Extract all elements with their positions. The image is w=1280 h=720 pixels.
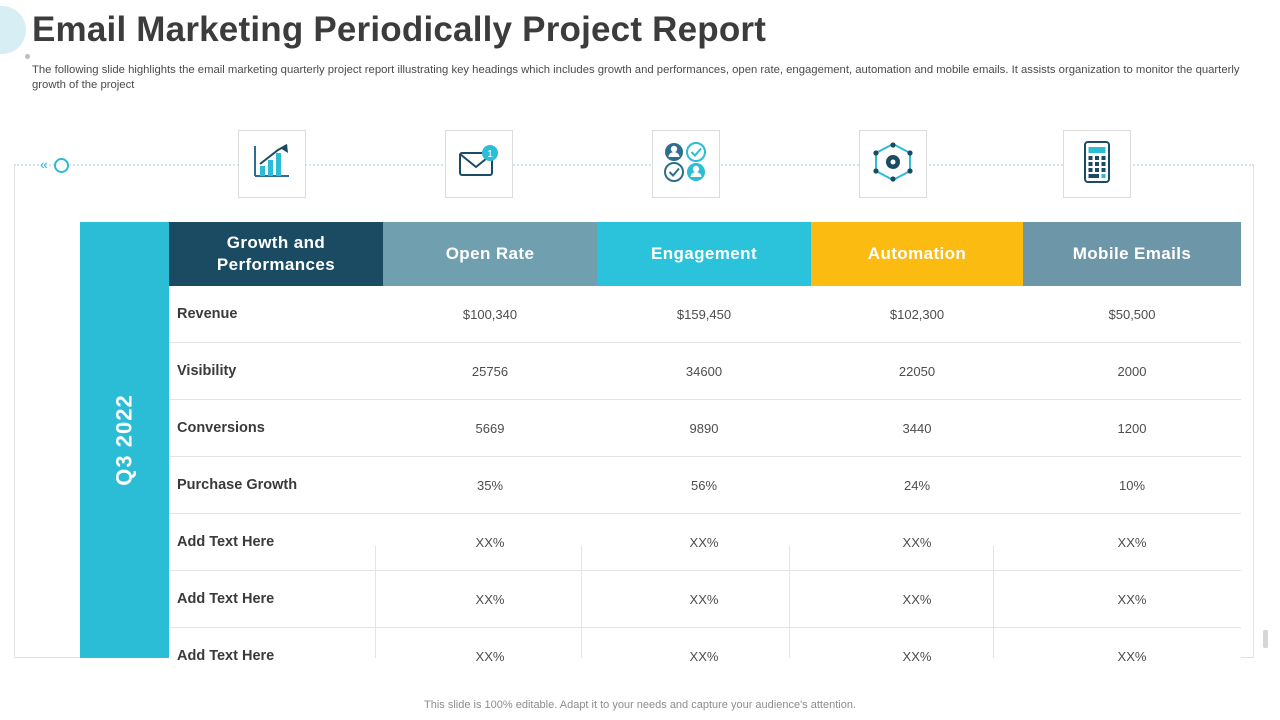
row-label: Add Text Here	[169, 571, 383, 628]
cell-open-rate: 35%	[383, 457, 597, 514]
row-label: Add Text Here	[169, 514, 383, 571]
cell-automation: XX%	[811, 628, 1023, 685]
table-row	[169, 286, 1241, 343]
report-table	[169, 222, 1241, 684]
table-row	[169, 400, 1241, 457]
cell-automation: 3440	[811, 400, 1023, 457]
quarter-label-bar	[80, 222, 169, 658]
column-separator	[581, 546, 582, 658]
cell-automation: XX%	[811, 571, 1023, 628]
cell-mobile-emails: $50,500	[1023, 286, 1241, 343]
quarter-label: Q3 2022	[111, 394, 137, 486]
table-row	[169, 457, 1241, 514]
cell-open-rate: XX%	[383, 628, 597, 685]
cell-engagement: XX%	[597, 628, 811, 685]
cell-automation: 24%	[811, 457, 1023, 514]
cell-mobile-emails: 2000	[1023, 343, 1241, 400]
svg-text:1: 1	[487, 148, 493, 160]
cell-mobile-emails: XX%	[1023, 571, 1241, 628]
cell-open-rate: XX%	[383, 571, 597, 628]
table-row	[169, 571, 1241, 628]
cell-open-rate: $100,340	[383, 286, 597, 343]
cell-engagement: 9890	[597, 400, 811, 457]
column-header-growth: Growth and Performances	[169, 222, 383, 286]
cell-engagement: XX%	[597, 571, 811, 628]
cell-open-rate: 25756	[383, 343, 597, 400]
title-accent-shape	[0, 6, 26, 54]
column-header-automation: Automation	[811, 222, 1023, 286]
cell-automation: XX%	[811, 514, 1023, 571]
cell-engagement: $159,450	[597, 286, 811, 343]
strip-arrow-icon: «	[40, 156, 48, 172]
page-subtitle: The following slide highlights the email marketing quarterly project report illustrating key headings which includes growth and performances, open rate, engagement, automation and mobile emails. It assists organization to monitor the quarterly growth of the project	[32, 64, 1240, 91]
cell-mobile-emails: XX%	[1023, 628, 1241, 685]
column-separator	[375, 546, 376, 658]
subtitle-bullet-dot	[25, 54, 30, 59]
table-row	[169, 514, 1241, 571]
column-separator	[993, 546, 994, 658]
table-header-row	[169, 222, 1241, 286]
cell-automation: 22050	[811, 343, 1023, 400]
row-label: Revenue	[169, 286, 383, 343]
page-title: Email Marketing Periodically Project Report	[32, 10, 767, 49]
cell-mobile-emails: 1200	[1023, 400, 1241, 457]
cell-engagement: 34600	[597, 343, 811, 400]
cell-automation: $102,300	[811, 286, 1023, 343]
cell-mobile-emails: 10%	[1023, 457, 1241, 514]
row-label: Conversions	[169, 400, 383, 457]
column-separator	[789, 546, 790, 658]
column-header-open-rate: Open Rate	[383, 222, 597, 286]
row-label: Visibility	[169, 343, 383, 400]
cell-engagement: XX%	[597, 514, 811, 571]
cell-open-rate: 5669	[383, 400, 597, 457]
column-header-engagement: Engagement	[597, 222, 811, 286]
row-label: Purchase Growth	[169, 457, 383, 514]
column-header-mobile-emails: Mobile Emails	[1023, 222, 1241, 286]
table-row	[169, 343, 1241, 400]
cell-engagement: 56%	[597, 457, 811, 514]
cell-open-rate: XX%	[383, 514, 597, 571]
table-row	[169, 628, 1241, 685]
row-label: Add Text Here	[169, 628, 383, 685]
cell-mobile-emails: XX%	[1023, 514, 1241, 571]
scroll-indicator[interactable]	[1263, 630, 1268, 648]
footer-note: This slide is 100% editable. Adapt it to your needs and capture your audience's attention.	[424, 699, 856, 711]
